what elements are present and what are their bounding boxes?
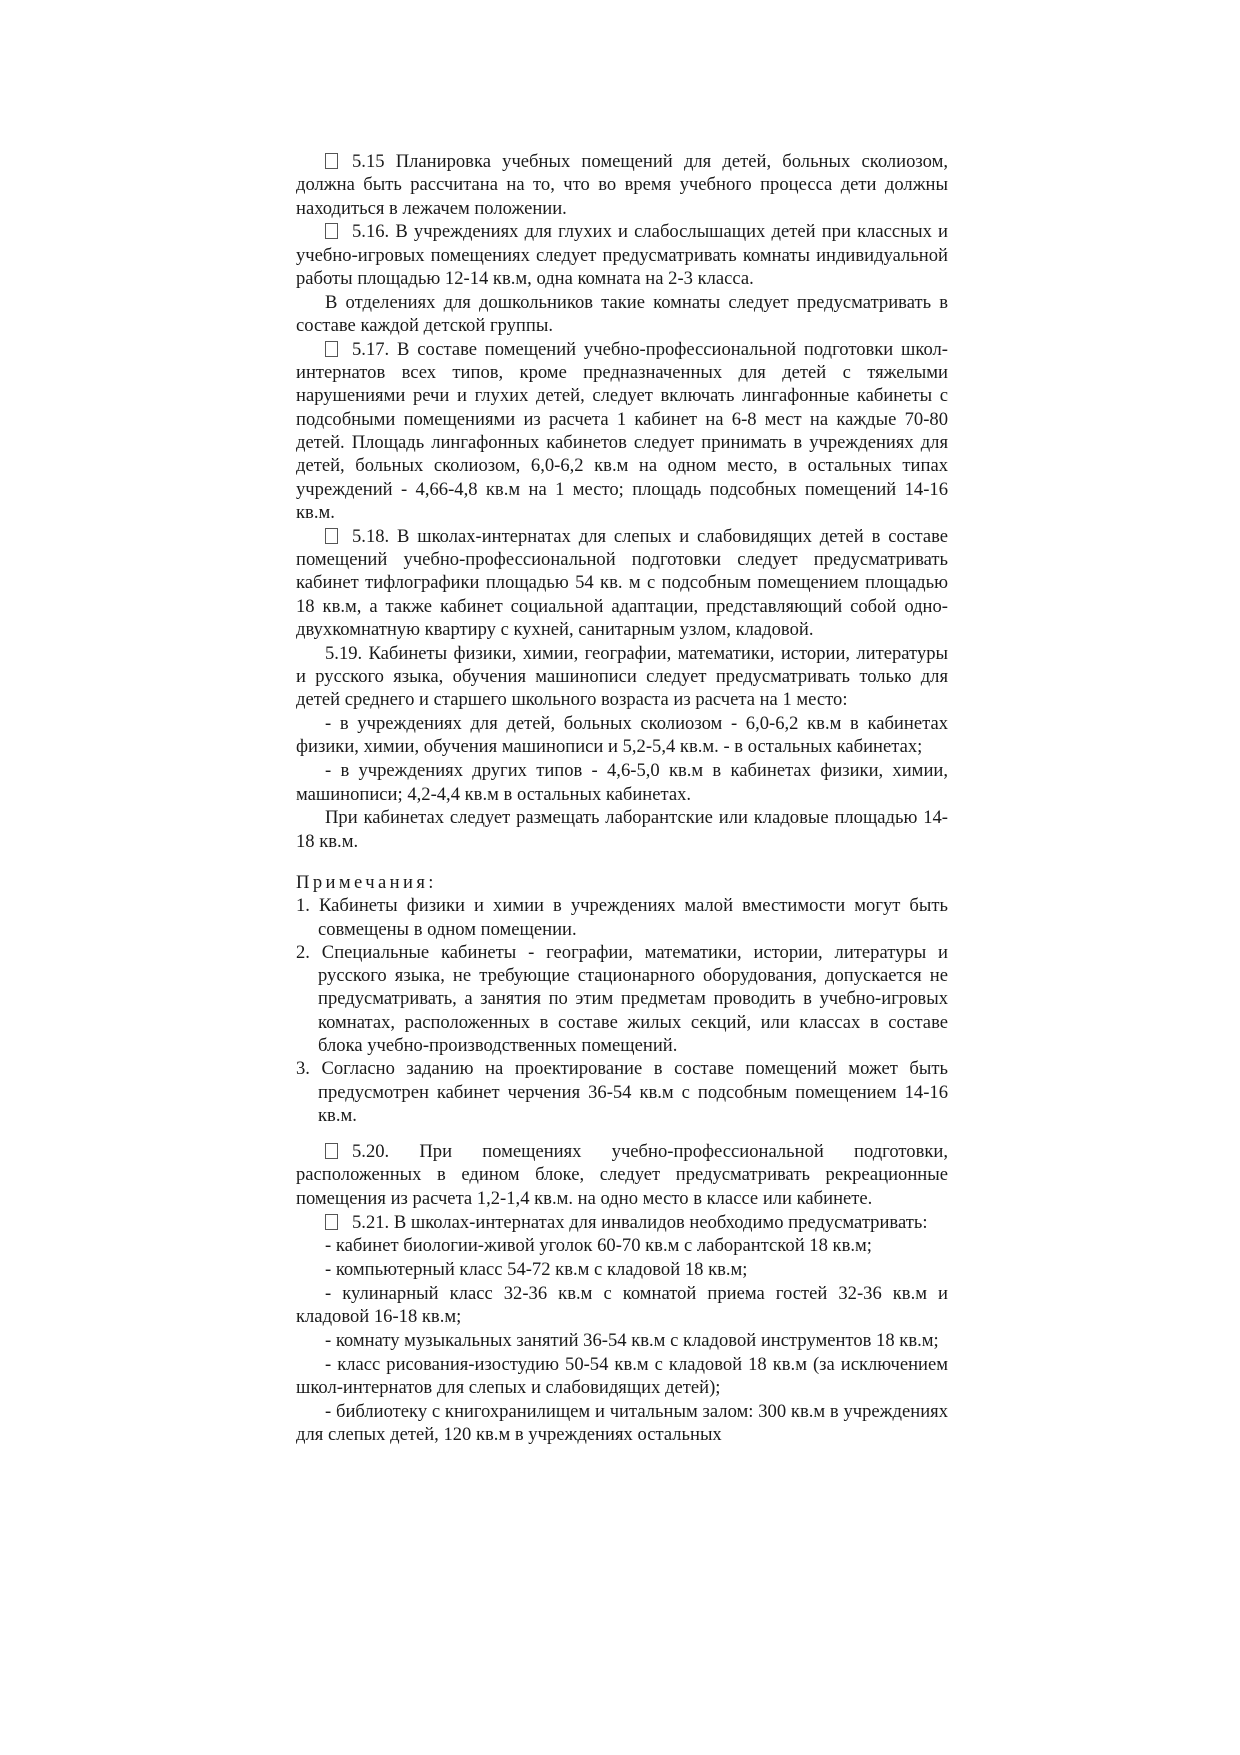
note-item: 2. Специальные кабинеты - географии, математики, истории, литературы и русского языка, не требующие стационарного оборудования, допускается не предусматривать, а занятия по этим предметам проводить в учебно-игровых комнатах, расположенных в составе жилых секций, или классах в составе блока учебно-производственных помещений. [296, 941, 948, 1056]
list-item: - комнату музыкальных занятий 36-54 кв.м с кладовой инструментов 18 кв.м; [325, 1330, 939, 1352]
notes-heading: Примечания: [296, 871, 437, 893]
list-item: - кулинарный класс 32-36 кв.м с комнатой приема гостей 32-36 кв.м и кладовой 16-18 кв.м; [296, 1282, 948, 1328]
paragraph-5-20-text: 5.20. При помещениях учебно-профессиональной подготовки, расположенных в едином блоке, следует предусматривать рекреационные помещения из расчета 1,2-1,4 кв.м. на одно место в классе или кабинете. [296, 1141, 948, 1209]
missing-glyph-icon [325, 1143, 338, 1159]
missing-glyph-icon [325, 153, 338, 169]
missing-glyph-icon [325, 223, 338, 239]
list-item: - библиотеку с книгохранилищем и читальным залом: 300 кв.м в учреждениях для слепых детей, 120 кв.м в учреждениях остальных [296, 1400, 948, 1446]
paragraph-5-18-text: 5.18. В школах-интернатах для слепых и слабовидящих детей в составе помещений учебно-профессиональной подготовки следует предусматривать кабинет тифлографики площадью 54 кв. м с подсобным помещением площадью 18 кв.м, а также кабинет социальной адаптации, представляющий собой одно-двухкомнатную квартиру с кухней, санитарным узлом, кладовой. [296, 525, 948, 640]
paragraph-5-15 [296, 150, 948, 220]
paragraph-5-19-other-types: - в учреждениях других типов - 4,6-5,0 кв.м в кабинетах физики, химии, машинописи; 4,2-4,4 кв.м в остальных кабинетах. [296, 760, 948, 805]
missing-glyph-icon [325, 1214, 338, 1230]
list-item: - класс рисования-изостудию 50-54 кв.м с кладовой 18 кв.м (за исключением школ-интернатов для слепых и слабовидящих детей); [296, 1353, 948, 1399]
paragraph-5-16-preschool: В отделениях для дошкольников такие комнаты следует предусматривать в составе каждой детской группы. [296, 291, 948, 337]
missing-glyph-icon [325, 341, 338, 357]
list-item: - кабинет биологии-живой уголок 60-70 кв.м с лаборантской 18 кв.м; [325, 1235, 872, 1257]
paragraph-5-15-text: 5.15 Планировка учебных помещений для детей, больных сколиозом, должна быть рассчитана на то, что во время учебного процесса дети должны находиться в лежачем положении. [296, 151, 948, 219]
paragraph-5-16 [296, 220, 948, 290]
paragraph-5-21 [296, 1211, 948, 1234]
note-item: 3. Согласно заданию на проектирование в составе помещений может быть предусмотрен кабинет черчения 36-54 кв.м с подсобным помещением 14-16 кв.м. [296, 1058, 948, 1126]
paragraph-5-19-lab-rooms: При кабинетах следует размещать лаборантские или кладовые площадью 14-18 кв.м. [296, 807, 948, 852]
paragraph-5-17-text: 5.17. В составе помещений учебно-профессиональной подготовки школ-интернатов всех типов, кроме предназначенных для детей с тяжелыми нарушениями речи и глухих детей, следует включать лингафонные кабинеты с подсобными помещениями из расчета 1 кабинет на 6-8 мест на каждые 70-80 детей. Площадь лингафонных кабинетов следует принимать в учреждениях для детей, больных сколиозом, 6,0-6,2 кв.м на одном место, в остальных типах учреждений - 4,66-4,8 кв.м на 1 место; площадь подсобных помещений 14-16 кв.м. [296, 338, 948, 523]
paragraph-5-19: 5.19. Кабинеты физики, химии, географии, математики, истории, литературы и русского языка, обучения машинописи следует предусматривать только для детей среднего и старшего школьного возраста из расчета на 1 место: [296, 642, 948, 711]
note-item: 1. Кабинеты физики и химии в учреждениях малой вместимости могут быть совмещены в одном помещении. [296, 895, 948, 940]
paragraph-5-20 [296, 1140, 948, 1210]
paragraph-5-18 [296, 525, 948, 641]
paragraph-5-21-text: 5.21. В школах-интернатах для инвалидов необходимо предусматривать: [352, 1211, 928, 1233]
list-item: - компьютерный класс 54-72 кв.м с кладовой 18 кв.м; [325, 1259, 748, 1281]
document-body [296, 150, 948, 1447]
paragraph-5-19-scoliosis: - в учреждениях для детей, больных сколиозом - 6,0-6,2 кв.м в кабинетах физики, химии, обучения машинописи и 5,2-5,4 кв.м. - в остальных кабинетах; [296, 713, 948, 758]
paragraph-5-16-text: 5.16. В учреждениях для глухих и слабослышащих детей при классных и учебно-игровых помещениях следует предусматривать комнаты индивидуальной работы площадью 12-14 кв.м, одна комната на 2-3 класса. [296, 221, 948, 289]
paragraph-5-17 [296, 338, 948, 524]
missing-glyph-icon [325, 528, 338, 544]
spacer [296, 1127, 948, 1140]
